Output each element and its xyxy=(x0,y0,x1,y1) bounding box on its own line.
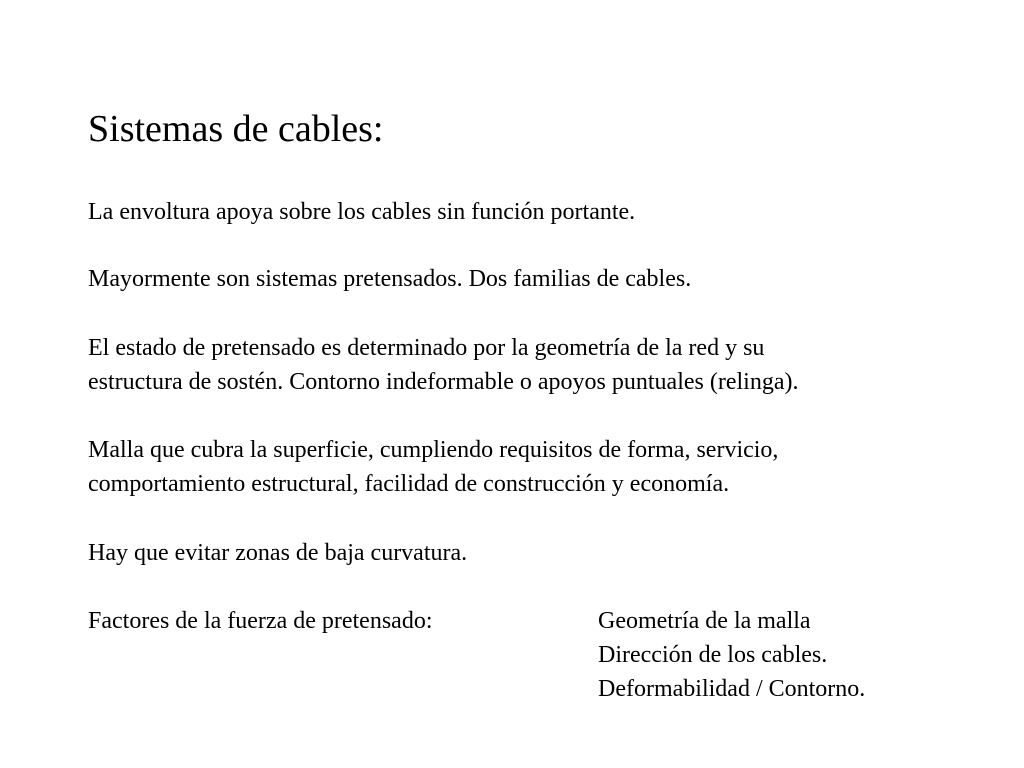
paragraph-line: Mayormente son sistemas pretensados. Dos familias de cables. xyxy=(88,266,692,292)
factor-item: Geometría de la malla xyxy=(598,608,811,634)
factor-item: Dirección de los cables. xyxy=(598,642,828,668)
paragraph-line: estructura de sostén. Contorno indeformable o apoyos puntuales (relinga). xyxy=(88,369,799,395)
paragraph-line: comportamiento estructural, facilidad de construcción y economía. xyxy=(88,471,730,497)
paragraph-line: Malla que cubra la superficie, cumpliendo requisitos de forma, servicio, xyxy=(88,437,779,463)
paragraph-line: Hay que evitar zonas de baja curvatura. xyxy=(88,540,468,566)
paragraph-envelope xyxy=(88,195,635,229)
factor-item: Deformabilidad / Contorno. xyxy=(598,676,866,702)
factors-list xyxy=(598,604,865,706)
factors-label: Factores de la fuerza de pretensado: xyxy=(88,608,433,634)
paragraph-line: El estado de pretensado es determinado por la geometría de la red y su xyxy=(88,335,765,361)
paragraph-prestressed xyxy=(88,262,691,296)
paragraph-curvature xyxy=(88,536,467,570)
paragraph-mesh xyxy=(88,433,778,501)
paragraph-line: La envoltura apoya sobre los cables sin función portante. xyxy=(88,199,636,225)
slide-title: Sistemas de cables: xyxy=(88,108,384,150)
paragraph-prestress-state xyxy=(88,331,798,399)
